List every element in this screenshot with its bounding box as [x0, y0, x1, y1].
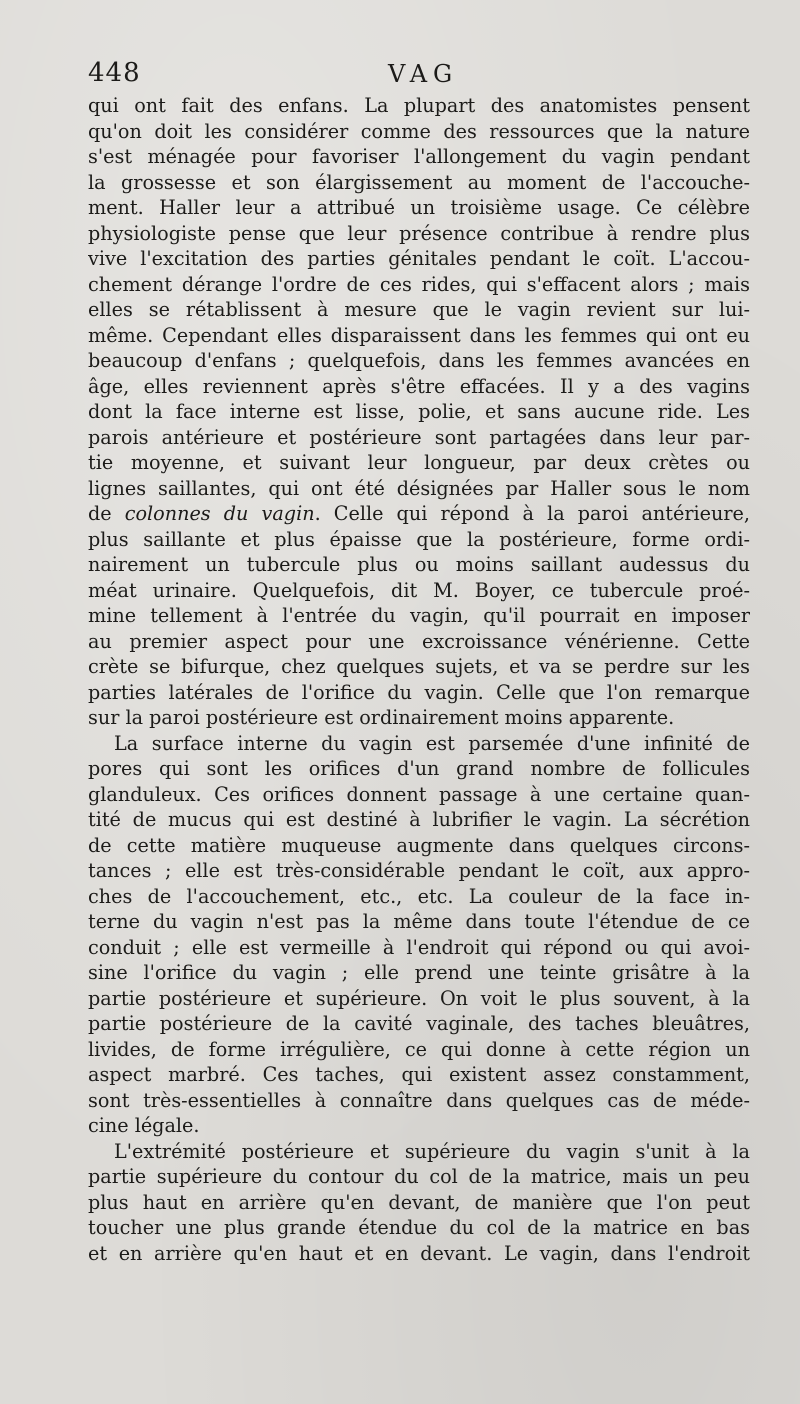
text-line: qu'on doit les considérer comme des ressources que la nature [88, 119, 750, 143]
text-line: toucher une plus grande étendue du col de la matrice en bas [88, 1216, 750, 1239]
text-line: livides, de forme irrégulière, ce qui donne à cette région un [88, 1037, 750, 1061]
text-line: partie postérieure et supérieure. On voit le plus souvent, à la [88, 986, 750, 1010]
text-line: crète se bifurque, chez quelques sujets, et va se perdre sur les [88, 655, 750, 678]
text-line: même. Cependant elles disparaissent dans les femmes qui ont eu [88, 323, 750, 347]
page-header [88, 58, 750, 92]
text-line: L'extrémité postérieure et supérieure du vagin s'unit à la [114, 1139, 750, 1163]
text-line: elles se rétablissent à mesure que le vagin revient sur lui- [88, 298, 750, 321]
text-line: vive l'excitation des parties génitales pendant le coït. L'accou- [88, 247, 750, 270]
text-line: parties latérales de l'orifice du vagin. Celle que l'on remarque [88, 680, 750, 704]
text-line: ches de l'accouchement, etc., etc. La couleur de la face in- [88, 884, 750, 908]
text-line: plus haut en arrière qu'en devant, de manière que l'on peut [88, 1190, 750, 1214]
text-line: la grossesse et son élargissement au moment de l'accouche- [88, 170, 750, 194]
text-line: tité de mucus qui est destiné à lubrifier le vagin. La sécrétion [88, 808, 750, 831]
text-line: chement dérange l'ordre de ces rides, qui s'effacent alors ; mais [88, 272, 750, 296]
text-line: pores qui sont les orifices d'un grand nombre de follicules [88, 757, 750, 780]
text-line: de colonnes du vagin. Celle qui répond à la paroi antérieure, [88, 502, 750, 525]
text-line: de cette matière muqueuse augmente dans quelques circons- [88, 833, 750, 857]
text-line: sur la paroi postérieure est ordinairement moins apparente. [88, 706, 675, 729]
text-line: mine tellement à l'entrée du vagin, qu'il pourrait en imposer [88, 604, 750, 627]
text-line: physiologiste pense que leur présence contribue à rendre plus [88, 221, 750, 245]
page-number: 448 [88, 58, 141, 88]
text-line: méat urinaire. Quelquefois, dit M. Boyer, ce tubercule proé- [88, 578, 750, 602]
text-line: conduit ; elle est vermeille à l'endroit qui répond ou qui avoi- [88, 935, 750, 959]
text-line: plus saillante et plus épaisse que la postérieure, forme ordi- [88, 527, 750, 551]
italic-term: colonnes du vagin [124, 502, 315, 525]
text-line: âge, elles reviennent après s'être effacées. Il y a des vagins [88, 374, 750, 398]
text-line: cine légale. [88, 1114, 200, 1137]
text-line: beaucoup d'enfans ; quelquefois, dans les femmes avancées en [88, 349, 750, 372]
text-line: ment. Haller leur a attribué un troisième usage. Ce célèbre [88, 196, 750, 219]
text-line: tances ; elle est très-considérable pendant le coït, aux appro- [88, 859, 750, 882]
text-line: et en arrière qu'en haut et en devant. Le vagin, dans l'endroit [88, 1241, 750, 1265]
text-line: dont la face interne est lisse, polie, et sans aucune ride. Les [88, 400, 750, 423]
text-line: sont très-essentielles à connaître dans quelques cas de méde- [88, 1088, 750, 1112]
text-line: qui ont fait des enfans. La plupart des anatomistes pensent [88, 94, 750, 117]
running-head: VAG [388, 60, 459, 88]
text-line: parois antérieure et postérieure sont partagées dans leur par- [88, 425, 750, 449]
text-line: La surface interne du vagin est parsemée d'une infinité de [114, 731, 750, 755]
text-line: lignes saillantes, qui ont été désignées par Haller sous le nom [88, 476, 750, 500]
body-text [88, 93, 750, 1266]
text-line: nairement un tubercule plus ou moins saillant audessus du [88, 553, 750, 576]
text-line: glanduleux. Ces orifices donnent passage à une certaine quan- [88, 782, 750, 806]
text-line: partie postérieure de la cavité vaginale, des taches bleuâtres, [88, 1012, 750, 1035]
text-line: tie moyenne, et suivant leur longueur, par deux crètes ou [88, 451, 750, 474]
text-line: aspect marbré. Ces taches, qui existent assez constamment, [88, 1063, 750, 1086]
text-line: partie supérieure du contour du col de la matrice, mais un peu [88, 1165, 750, 1188]
text-line: terne du vagin n'est pas la même dans toute l'étendue de ce [88, 910, 750, 933]
text-line: sine l'orifice du vagin ; elle prend une teinte grisâtre à la [88, 961, 750, 984]
text-line: au premier aspect pour une excroissance vénérienne. Cette [88, 629, 750, 653]
text-line: s'est ménagée pour favoriser l'allongement du vagin pendant [88, 145, 750, 168]
